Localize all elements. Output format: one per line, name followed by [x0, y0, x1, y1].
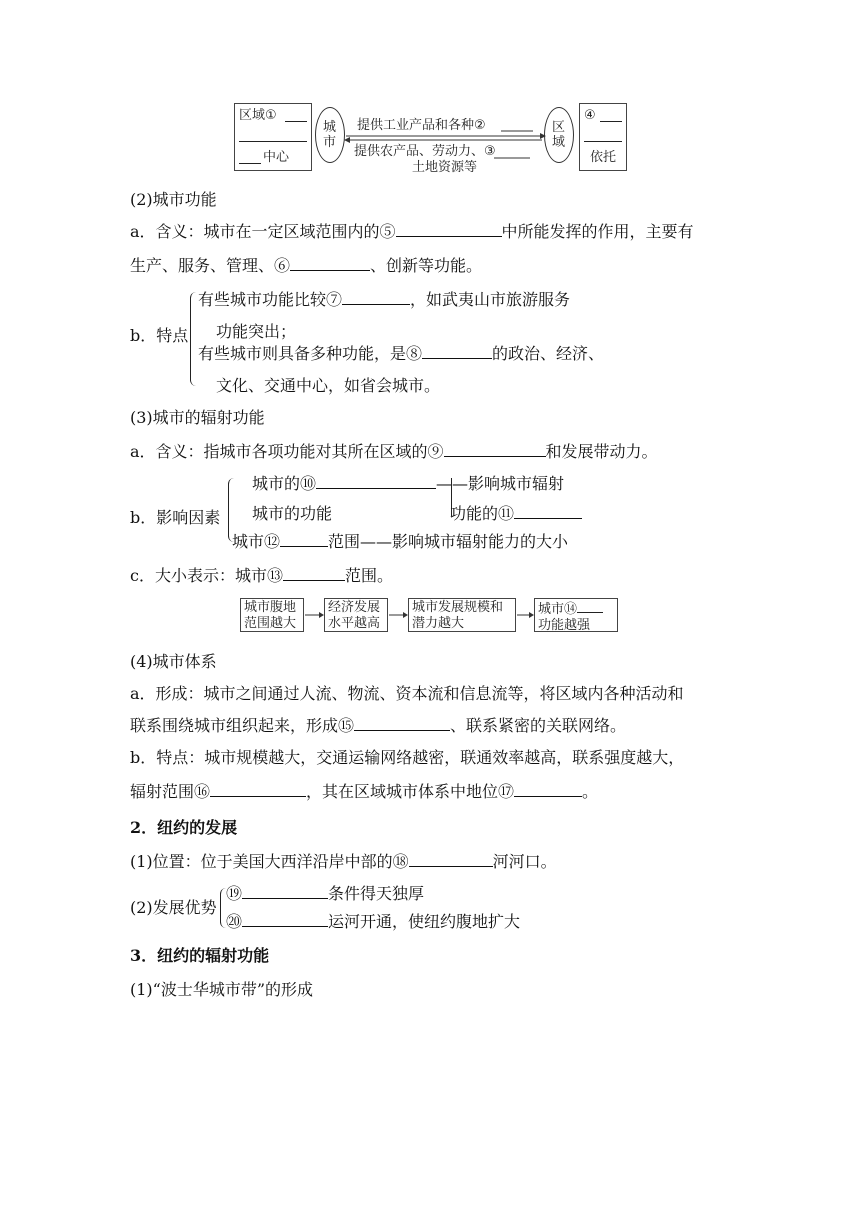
- s4-b-line1: b．特点：城市规模越大，交通运输网络越密，联通效率越高，联系强度越大，: [130, 748, 685, 767]
- s4-a-line2: 联系围绕城市组织起来，形成⑮ 、联系紧密的关联网络。: [130, 716, 627, 735]
- arrow-top-text: 提供工业产品和各种②: [357, 118, 486, 133]
- right-region-box: [579, 103, 627, 171]
- arrow-bottom-text1: 提供农产品、劳动力、③: [354, 144, 496, 159]
- flow-box-2: 经济发展水平越高: [324, 598, 388, 632]
- s3-c-line: c．大小表示：城市⑬ 范围。: [130, 566, 393, 585]
- s3-title: (3)城市的辐射功能: [130, 408, 265, 427]
- radiation-flow-chart: [240, 596, 620, 636]
- s2-b-line1: 有些城市功能比较⑦ ，如武夷山市旅游服务: [198, 290, 571, 309]
- region-city-diagram: [234, 103, 626, 175]
- s2-b-line4: 文化、交通中心，如省会城市。: [216, 376, 441, 395]
- s3-a-line1: a．含义：指城市各项功能对其所在区域的⑨ 和发展带动力。: [130, 442, 658, 461]
- s3-b-line2: 城市的功能: [252, 504, 333, 523]
- s3-b-line3: 城市⑫ 范围——影响城市辐射能力的大小: [232, 532, 569, 551]
- right-line1: ④: [584, 108, 596, 123]
- s2-b-label: b．特点: [130, 326, 189, 345]
- s2-b-line3: 有些城市则具备多种功能，是⑧ 的政治、经济、: [198, 344, 605, 363]
- s4-title: (4)城市体系: [130, 652, 217, 671]
- s3-b-label: b．影响因素: [130, 508, 221, 527]
- n2-title: 2．纽约的发展: [130, 818, 238, 837]
- s2-a-line1: a．含义：城市在一定区域范围内的⑤ 中所能发挥的作用，主要有: [130, 222, 694, 241]
- n3-title: 3．纽约的辐射功能: [130, 946, 270, 965]
- n2-p2-line2: ⑳ 运河开通，使纽约腹地扩大: [226, 912, 521, 931]
- flow-box-3: 城市发展规模和潜力越大: [408, 598, 516, 632]
- n2-p2-line1: ⑲ 条件得天独厚: [226, 884, 425, 903]
- n2-p1: (1)位置：位于美国大西洋沿岸中部的⑱ 河河口。: [130, 852, 557, 871]
- left-line3: 中心: [263, 150, 290, 165]
- s4-b-line2: 辐射范围⑯ ，其在区域城市体系中地位⑰ 。: [130, 782, 599, 801]
- right-line3: 依托: [590, 150, 617, 165]
- s3-b-line2b: 功能的⑪: [450, 504, 582, 524]
- s3-b-line1: 城市的⑩ ——影响城市辐射: [252, 474, 565, 493]
- s4-a-line1: a．形成：城市之间通过人流、物流、资本流和信息流等，将区域内各种活动和: [130, 684, 684, 703]
- city-label: 城市: [323, 120, 337, 150]
- s2-title: (2)城市功能: [130, 190, 217, 209]
- s2-a-line2: 生产、服务、管理、⑥ 、创新等功能。: [130, 256, 483, 275]
- flow-box-4: 城市⑭ 功能越强: [534, 598, 618, 632]
- flow-box-1: 城市腹地范围越大: [240, 598, 304, 632]
- left-line1: 区域①: [239, 108, 277, 123]
- arrow-bottom-text2: 土地资源等: [412, 160, 478, 175]
- region-label: 区域: [552, 120, 566, 150]
- s2-b-line2: 功能突出；: [216, 322, 297, 341]
- n3-p1: (1)“波士华城市带”的形成: [130, 980, 314, 999]
- n2-p2-label: (2)发展优势: [130, 898, 217, 917]
